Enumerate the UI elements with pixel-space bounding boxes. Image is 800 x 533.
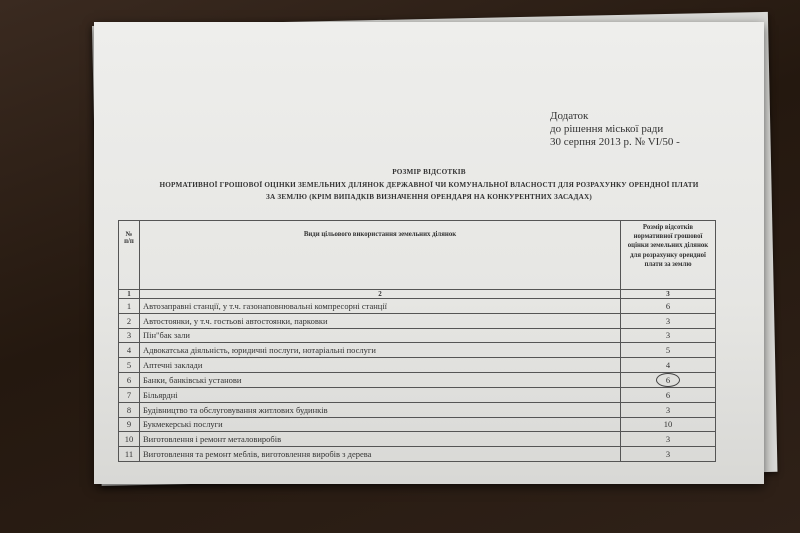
header-number: № п/п — [119, 221, 140, 290]
row-percentage: 5 — [621, 343, 716, 358]
row-usage-type: Букмекерські послуги — [140, 417, 621, 432]
row-percentage: 3 — [621, 447, 716, 462]
addendum-line-3: 30 серпня 2013 р. № VI/50 - — [550, 136, 680, 148]
row-percentage: 10 — [621, 417, 716, 432]
row-percentage — [621, 372, 716, 387]
table-row — [119, 343, 716, 358]
row-percentage: 3 — [621, 313, 716, 328]
row-usage-type: Банки, банківські установи — [140, 372, 621, 387]
row-number: 2 — [119, 313, 140, 328]
row-usage-type: Пін"бак зали — [140, 328, 621, 343]
row-usage-type: Будівництво та обслуговування житлових будинків — [140, 402, 621, 417]
row-usage-type: Адвокатська діяльність, юридичні послуги, нотаріальні послуги — [140, 343, 621, 358]
header-usage-type: Види цільового використання земельних ділянок — [140, 221, 621, 290]
table-row — [119, 358, 716, 373]
column-index-row — [119, 290, 716, 299]
addendum-line-1: Додаток — [550, 110, 589, 122]
row-number: 11 — [119, 447, 140, 462]
addendum-block — [550, 110, 680, 149]
row-number: 3 — [119, 328, 140, 343]
circled-value: 6 — [656, 373, 680, 387]
row-number: 5 — [119, 358, 140, 373]
row-percentage: 3 — [621, 328, 716, 343]
table-row — [119, 328, 716, 343]
document-title-line-2: НОРМАТИВНОЇ ГРОШОВОЇ ОЦІНКИ ЗЕМЕЛЬНИХ ДІЛЯНОК ДЕРЖАВНОЇ ЧИ КОМУНАЛЬНОЇ ВЛАСНОСТІ ДЛЯ РОЗРАХУНКУ ОРЕНДНОЇ ПЛАТИ — [159, 181, 699, 189]
row-number: 1 — [119, 299, 140, 314]
table-header-row — [119, 221, 716, 290]
row-percentage: 3 — [621, 402, 716, 417]
row-number: 7 — [119, 387, 140, 402]
row-number: 9 — [119, 417, 140, 432]
addendum-line-2: до рішення міської ради — [550, 123, 664, 135]
row-percentage: 6 — [621, 387, 716, 402]
row-number: 6 — [119, 372, 140, 387]
table-row — [119, 447, 716, 462]
row-usage-type: Більярдні — [140, 387, 621, 402]
row-number: 4 — [119, 343, 140, 358]
row-usage-type: Виготовлення і ремонт металовиробів — [140, 432, 621, 447]
header-percentage: Розмір відсотків нормативної грошової оцінки земельних ділянок для розрахунку орендної плати за землю — [621, 221, 716, 290]
column-index-1: 1 — [119, 290, 140, 299]
table-row — [119, 313, 716, 328]
document-page — [94, 22, 764, 484]
row-usage-type: Виготовлення та ремонт меблів, виготовлення виробів з дерева — [140, 447, 621, 462]
table-row — [119, 372, 716, 387]
row-percentage: 4 — [621, 358, 716, 373]
table-row — [119, 387, 716, 402]
table-row — [119, 402, 716, 417]
row-number: 8 — [119, 402, 140, 417]
row-number: 10 — [119, 432, 140, 447]
table-row — [119, 432, 716, 447]
row-usage-type: Автостоянки, у т.ч. гостьові автостоянки, парковки — [140, 313, 621, 328]
row-usage-type: Аптечні заклади — [140, 358, 621, 373]
document-title-line-3: ЗА ЗЕМЛЮ (КРІМ ВИПАДКІВ ВИЗНАЧЕННЯ ОРЕНДАРЯ НА КОНКУРЕНТНИХ ЗАСАДАХ) — [266, 193, 592, 201]
row-percentage: 6 — [621, 299, 716, 314]
rates-table — [118, 220, 716, 462]
table-row — [119, 299, 716, 314]
row-percentage: 3 — [621, 432, 716, 447]
row-usage-type: Автозаправні станції, у т.ч. газонаповнювальні компресорні станції — [140, 299, 621, 314]
table-body — [119, 299, 716, 462]
column-index-2: 2 — [140, 290, 621, 299]
column-index-3: 3 — [621, 290, 716, 299]
table-row — [119, 417, 716, 432]
document-title-line-1: РОЗМІР ВІДСОТКІВ — [392, 168, 466, 176]
